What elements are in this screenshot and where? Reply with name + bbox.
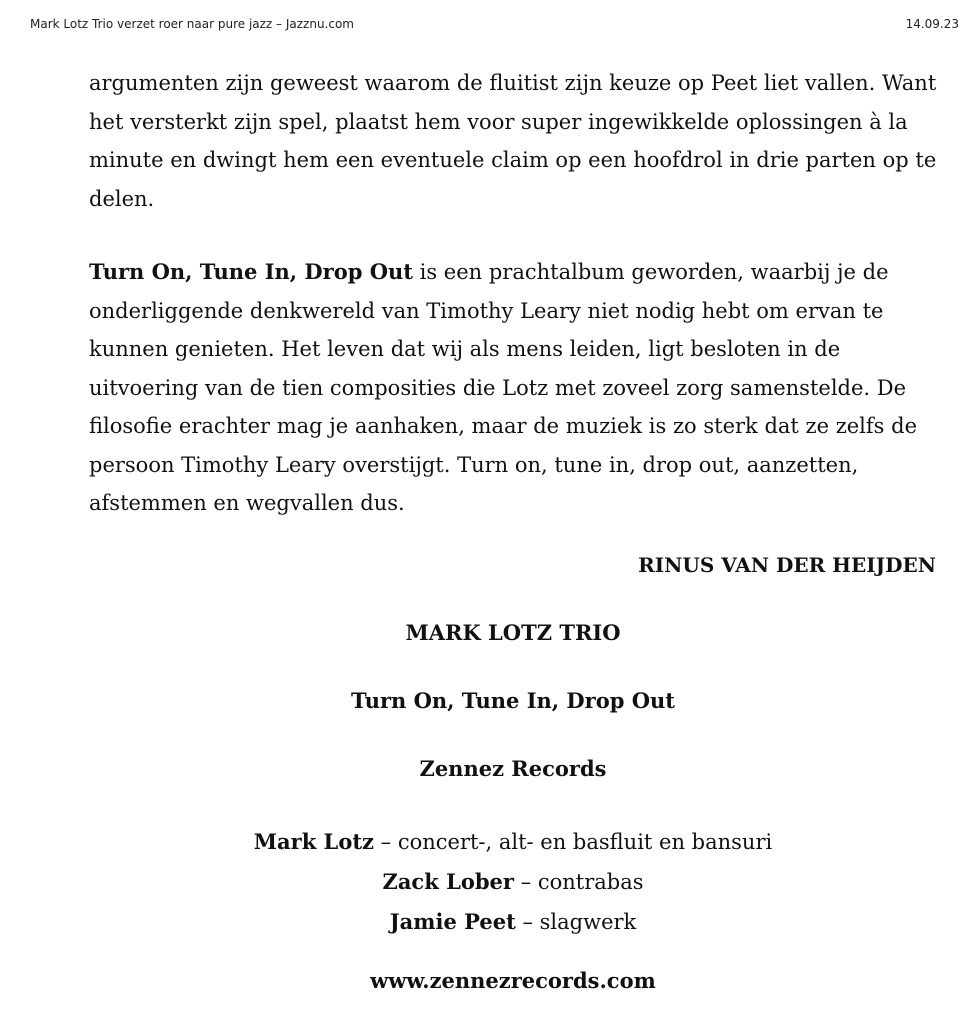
musician-role: – concert-, alt- en basfluit en bansuri — [373, 830, 773, 854]
author-name: RINUS VAN DER HEIJDEN — [638, 553, 936, 577]
musician-name: Zack Lober — [382, 869, 514, 894]
page-title: Mark Lotz Trio verzet roer naar pure jazz – Jazznu.com — [30, 17, 354, 31]
article-paragraph: argumenten zijn geweest waarom de fluitist zijn keuze op Peet liet vallen. Want het versterkt zijn spel, plaatst hem voor super ingewikkelde oplossingen à la minute en dwingt hem een eventuele claim op een hoofdrol in drie parten op te delen. — [89, 71, 937, 211]
album-title-inline: Turn On, Tune In, Drop Out — [89, 259, 413, 284]
musician-name: Mark Lotz — [253, 829, 374, 854]
record-label: Zennez Records — [419, 756, 607, 781]
credits-list — [63, 822, 961, 942]
credit-line — [63, 862, 961, 902]
paragraph-text: is een prachtalbum geworden, waarbij je de onderliggende denkwereld van Timothy Leary niet nodig hebt om ervan te kunnen genieten. Het leven dat wij als mens leiden, ligt besloten in de uitvoering van de tien composities die Lotz met zoveel zorg samenstelde. De filosofie erachter mag je aanhaken, maar de muziek is zo sterk dat ze zelfs de persoon Timothy Leary overstijgt. Turn on, tune in, drop out, aanzetten, afstemmen en wegvallen dus. — [89, 260, 917, 515]
musician-role: – slagwerk — [515, 910, 637, 934]
article-body — [89, 64, 939, 523]
website-link[interactable]: www.zennezrecords.com — [370, 968, 656, 993]
album-title: Turn On, Tune In, Drop Out — [351, 688, 675, 713]
musician-name: Jamie Peet — [389, 909, 516, 934]
print-header — [30, 14, 961, 34]
article-paragraph — [89, 253, 939, 523]
credit-line — [63, 902, 961, 942]
print-date: 14.09.23 — [905, 17, 959, 31]
credit-line — [63, 822, 961, 862]
musician-role: – contrabas — [513, 870, 644, 894]
band-name: MARK LOTZ TRIO — [405, 620, 621, 645]
